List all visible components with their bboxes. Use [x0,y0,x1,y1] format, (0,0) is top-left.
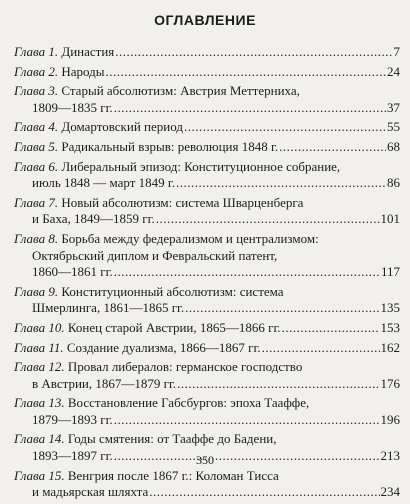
toc-entry [14,231,400,281]
chapter-label: Глава 1. [14,44,59,59]
dot-leader [114,264,380,281]
chapter-label: Глава 12. [14,359,65,375]
toc-entry [14,340,400,357]
toc-entry [14,468,400,501]
chapter-label: Глава 2. [14,63,59,79]
toc-entry [14,195,400,228]
page-ref: 86 [387,175,400,191]
toc-entry [14,44,400,61]
toc-entry-line [14,264,400,281]
dot-leader [176,175,386,192]
chapter-title-line: Династия [61,44,115,59]
dot-leader [184,119,386,136]
toc-entry-line [14,320,400,337]
page-ref: 162 [380,339,400,355]
toc-entry-line [14,248,400,265]
chapter-title-line: 1809—1835 гг. [32,99,113,115]
toc-list [14,44,400,504]
chapter-label: Глава 8. [14,230,59,246]
page-number: 350 [196,453,214,467]
toc-entry [14,64,400,81]
chapter-label: Глава 14. [14,431,65,447]
page-ref: 153 [380,319,400,335]
chapter-title-line: Конституционный абсолютизм: система [61,283,284,299]
chapter-label: Глава 13. [14,395,65,411]
chapter-title-line: Провал либералов: германское господство [67,359,303,375]
toc-entry-line [14,359,400,376]
toc-entry-line [14,119,400,136]
dot-leader [105,64,386,81]
chapter-title-line: Домартовский период [61,119,183,135]
toc-entry-line [14,195,400,212]
page-ref: 135 [380,300,400,316]
chapter-label: Глава 9. [14,283,59,299]
toc-entry-line [14,284,400,301]
chapter-title-line: Новый абсолютизм: система Шварценберга [61,194,304,210]
toc-entry-line [14,175,400,192]
chapter-title-line: Борьба между федерализмом и централизмом: [61,230,319,246]
toc-entry-line [14,159,400,176]
chapter-title-line: 1893—1897 гг. [32,448,113,464]
page-ref: 176 [380,375,400,391]
chapter-title-line: и Баха, 1849—1859 гг. [32,211,155,227]
dot-leader [114,100,386,117]
toc-entry-line [14,412,400,429]
toc-entry [14,320,400,337]
toc-entry [14,359,400,392]
chapter-title-line: Создание дуализма, 1866—1867 гг. [66,339,261,355]
toc-entry-line [14,484,400,501]
toc-entry-line [14,211,400,228]
toc-entry [14,395,400,428]
chapter-label: Глава 11. [14,339,64,355]
dot-leader [282,320,380,337]
toc-entry [14,139,400,156]
dot-leader [114,412,380,429]
chapter-title-line: Годы смятения: от Тааффе до Бадени, [67,431,277,447]
chapter-title-line: Шмерлинга, 1861—1865 гг. [32,300,185,316]
page-ref: 68 [387,138,400,154]
chapter-title-line: Либеральный эпизод: Конституционное собрание, [61,158,341,174]
dot-leader [262,340,380,357]
chapter-title-line: 1879—1893 гг. [32,411,113,427]
page-ref: 234 [380,484,400,500]
toc-entry-line [14,468,400,485]
chapter-label: Глава 10. [14,319,65,335]
page-ref: 101 [380,211,400,227]
dot-leader [149,484,379,501]
toc-heading: ОГЛАВЛЕНИЕ [154,12,256,28]
toc-entry-line [14,231,400,248]
dot-leader [156,211,380,228]
chapter-title-line: 1860—1861 гг. [32,264,113,280]
chapter-label: Глава 5. [14,138,59,154]
dot-leader [279,139,386,156]
toc-entry-line [14,139,400,156]
toc-entry-line [14,44,400,61]
toc-entry-line [14,100,400,117]
toc-entry-line [14,64,400,81]
chapter-title-line: июль 1848 — март 1849 г. [32,175,176,191]
page-ref: 37 [387,99,400,115]
chapter-title-line: Конец старой Австрии, 1865—1866 гг. [67,319,281,335]
page-ref: 55 [387,119,400,135]
chapter-label: Глава 7. [14,194,59,210]
page-ref: 7 [393,44,400,59]
toc-entry-line [14,300,400,317]
toc-entry-line [14,340,400,357]
toc-entry [14,159,400,192]
toc-entry-line [14,395,400,412]
page-ref: 24 [387,63,400,79]
toc-entry-line [14,376,400,393]
chapter-title-line: и мадьярская шляхта [32,484,149,500]
chapter-label: Глава 15. [14,467,65,483]
toc-entry [14,119,400,136]
dot-leader [177,376,379,393]
toc-entry-line [14,83,400,100]
toc-entry-line [14,431,400,448]
page-ref: 213 [380,448,400,464]
dot-leader [185,300,379,317]
chapter-label: Глава 4. [14,119,59,135]
chapter-label: Глава 3. [14,83,59,99]
toc-entry [14,83,400,116]
chapter-title-line: Венгрия после 1867 г.: Коломан Тисса [67,467,279,483]
chapter-title-line: Восстановление Габсбургов: эпоха Тааффе, [67,395,310,411]
page-ref: 117 [380,264,400,280]
chapter-label: Глава 6. [14,158,59,174]
page-ref: 196 [380,411,400,427]
chapter-title-line: Старый абсолютизм: Австрия Меттерниха, [61,83,300,99]
toc-entry [14,284,400,317]
chapter-title-line: в Австрии, 1867—1879 гг. [32,375,177,391]
chapter-title-line: Радикальный взрыв: революция 1848 г. [61,138,279,154]
chapter-title-line: Народы [61,63,105,79]
dot-leader [115,44,392,61]
chapter-title-line: Октябрьский диплом и Февральский патент, [32,247,278,263]
